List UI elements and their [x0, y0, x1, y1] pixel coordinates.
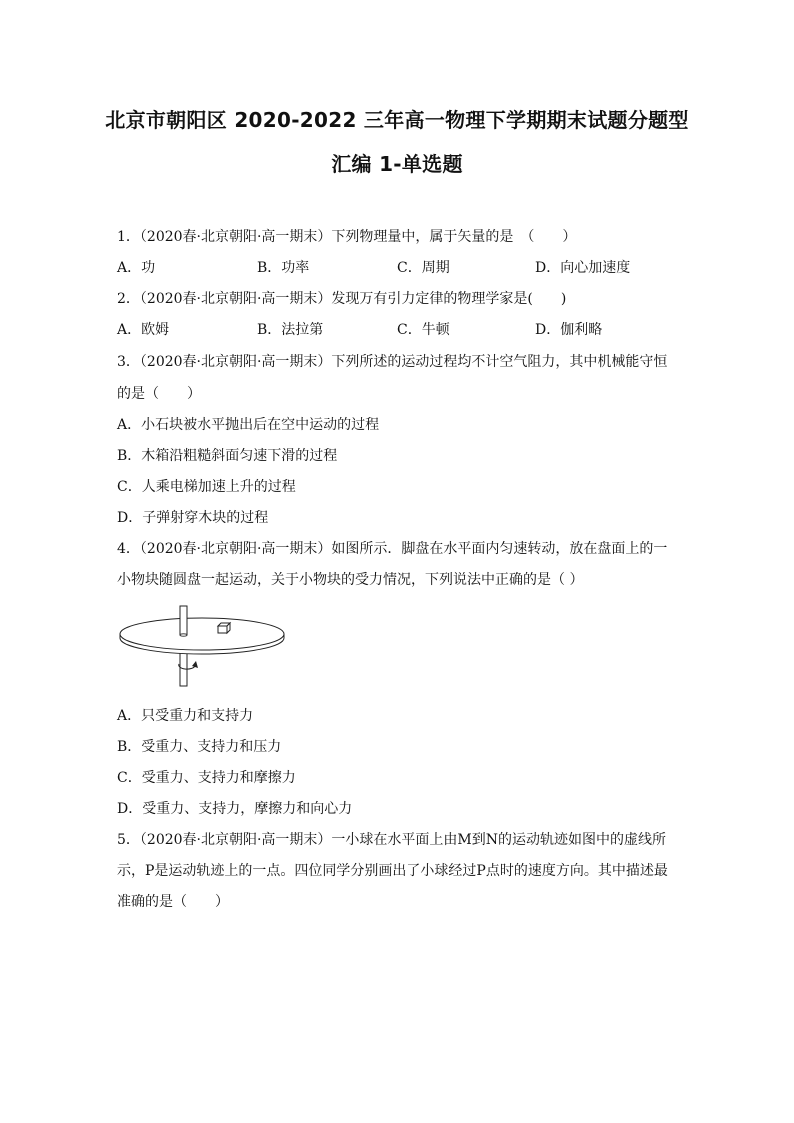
- question-4-option-a: A．只受重力和支持力: [117, 708, 254, 724]
- question-3-option-b: B．木箱沿粗糙斜面匀速下滑的过程: [117, 448, 338, 464]
- question-2-option-a: A．欧姆: [117, 322, 170, 338]
- question-3-stem-line-1: 3．（2020春·北京朝阳·高一期末）下列所述的运动过程均不计空气阻力，其中机械能守恒: [117, 354, 668, 370]
- document-title-line-1: 北京市朝阳区 2020-2022 三年高一物理下学期期末试题分题型: [105, 108, 689, 132]
- question-3-option-d: D．子弹射穿木块的过程: [117, 510, 269, 526]
- question-1-option-b: B．功率: [257, 260, 310, 276]
- question-5-stem-line-2: 示，P是运动轨迹上的一点。四位同学分别画出了小球经过P点时的速度方向。其中描述最: [117, 863, 668, 879]
- question-5-stem-line-3: 准确的是（ ）: [117, 894, 229, 910]
- question-2-option-d: D．伽利略: [535, 322, 603, 338]
- question-3-stem-line-2: 的是（ ）: [117, 386, 201, 402]
- question-4-option-d: D．受重力、支持力，摩擦力和向心力: [117, 801, 353, 817]
- rotating-disc-figure: [117, 604, 287, 690]
- question-4-option-c: C．受重力、支持力和摩擦力: [117, 770, 296, 786]
- document-title-line-2: 汇编 1-单选题: [331, 152, 463, 176]
- question-1-stem: 1．（2020春·北京朝阳·高一期末）下列物理量中，属于矢量的是 （ ）: [117, 229, 577, 245]
- question-3-option-c: C．人乘电梯加速上升的过程: [117, 479, 296, 495]
- question-5-stem-line-1: 5．（2020春·北京朝阳·高一期末）一小球在水平面上由M到N的运动轨迹如图中的虚线所: [117, 832, 667, 848]
- question-3-option-a: A．小石块被水平抛出后在空中运动的过程: [117, 417, 380, 433]
- question-4-stem-line-1: 4．（2020春·北京朝阳·高一期末）如图所示．脚盘在水平面内匀速转动，放在盘面上的一: [117, 541, 668, 557]
- question-2-option-b: B．法拉第: [257, 322, 324, 338]
- question-4-option-b: B．受重力、支持力和压力: [117, 739, 282, 755]
- question-4-stem-line-2: 小物块随圆盘一起运动，关于小物块的受力情况，下列说法中正确的是（ ）: [117, 572, 584, 588]
- small-block: [218, 623, 230, 633]
- question-1-option-a: A．功: [117, 260, 156, 276]
- question-1-option-d: D．向心加速度: [535, 260, 631, 276]
- disc: [120, 618, 284, 654]
- question-2-stem: 2．（2020春·北京朝阳·高一期末）发现万有引力定律的物理学家是( ): [117, 291, 567, 307]
- upper-shaft: [180, 606, 187, 636]
- question-1-option-c: C．周期: [397, 260, 450, 276]
- question-2-option-c: C．牛顿: [397, 322, 450, 338]
